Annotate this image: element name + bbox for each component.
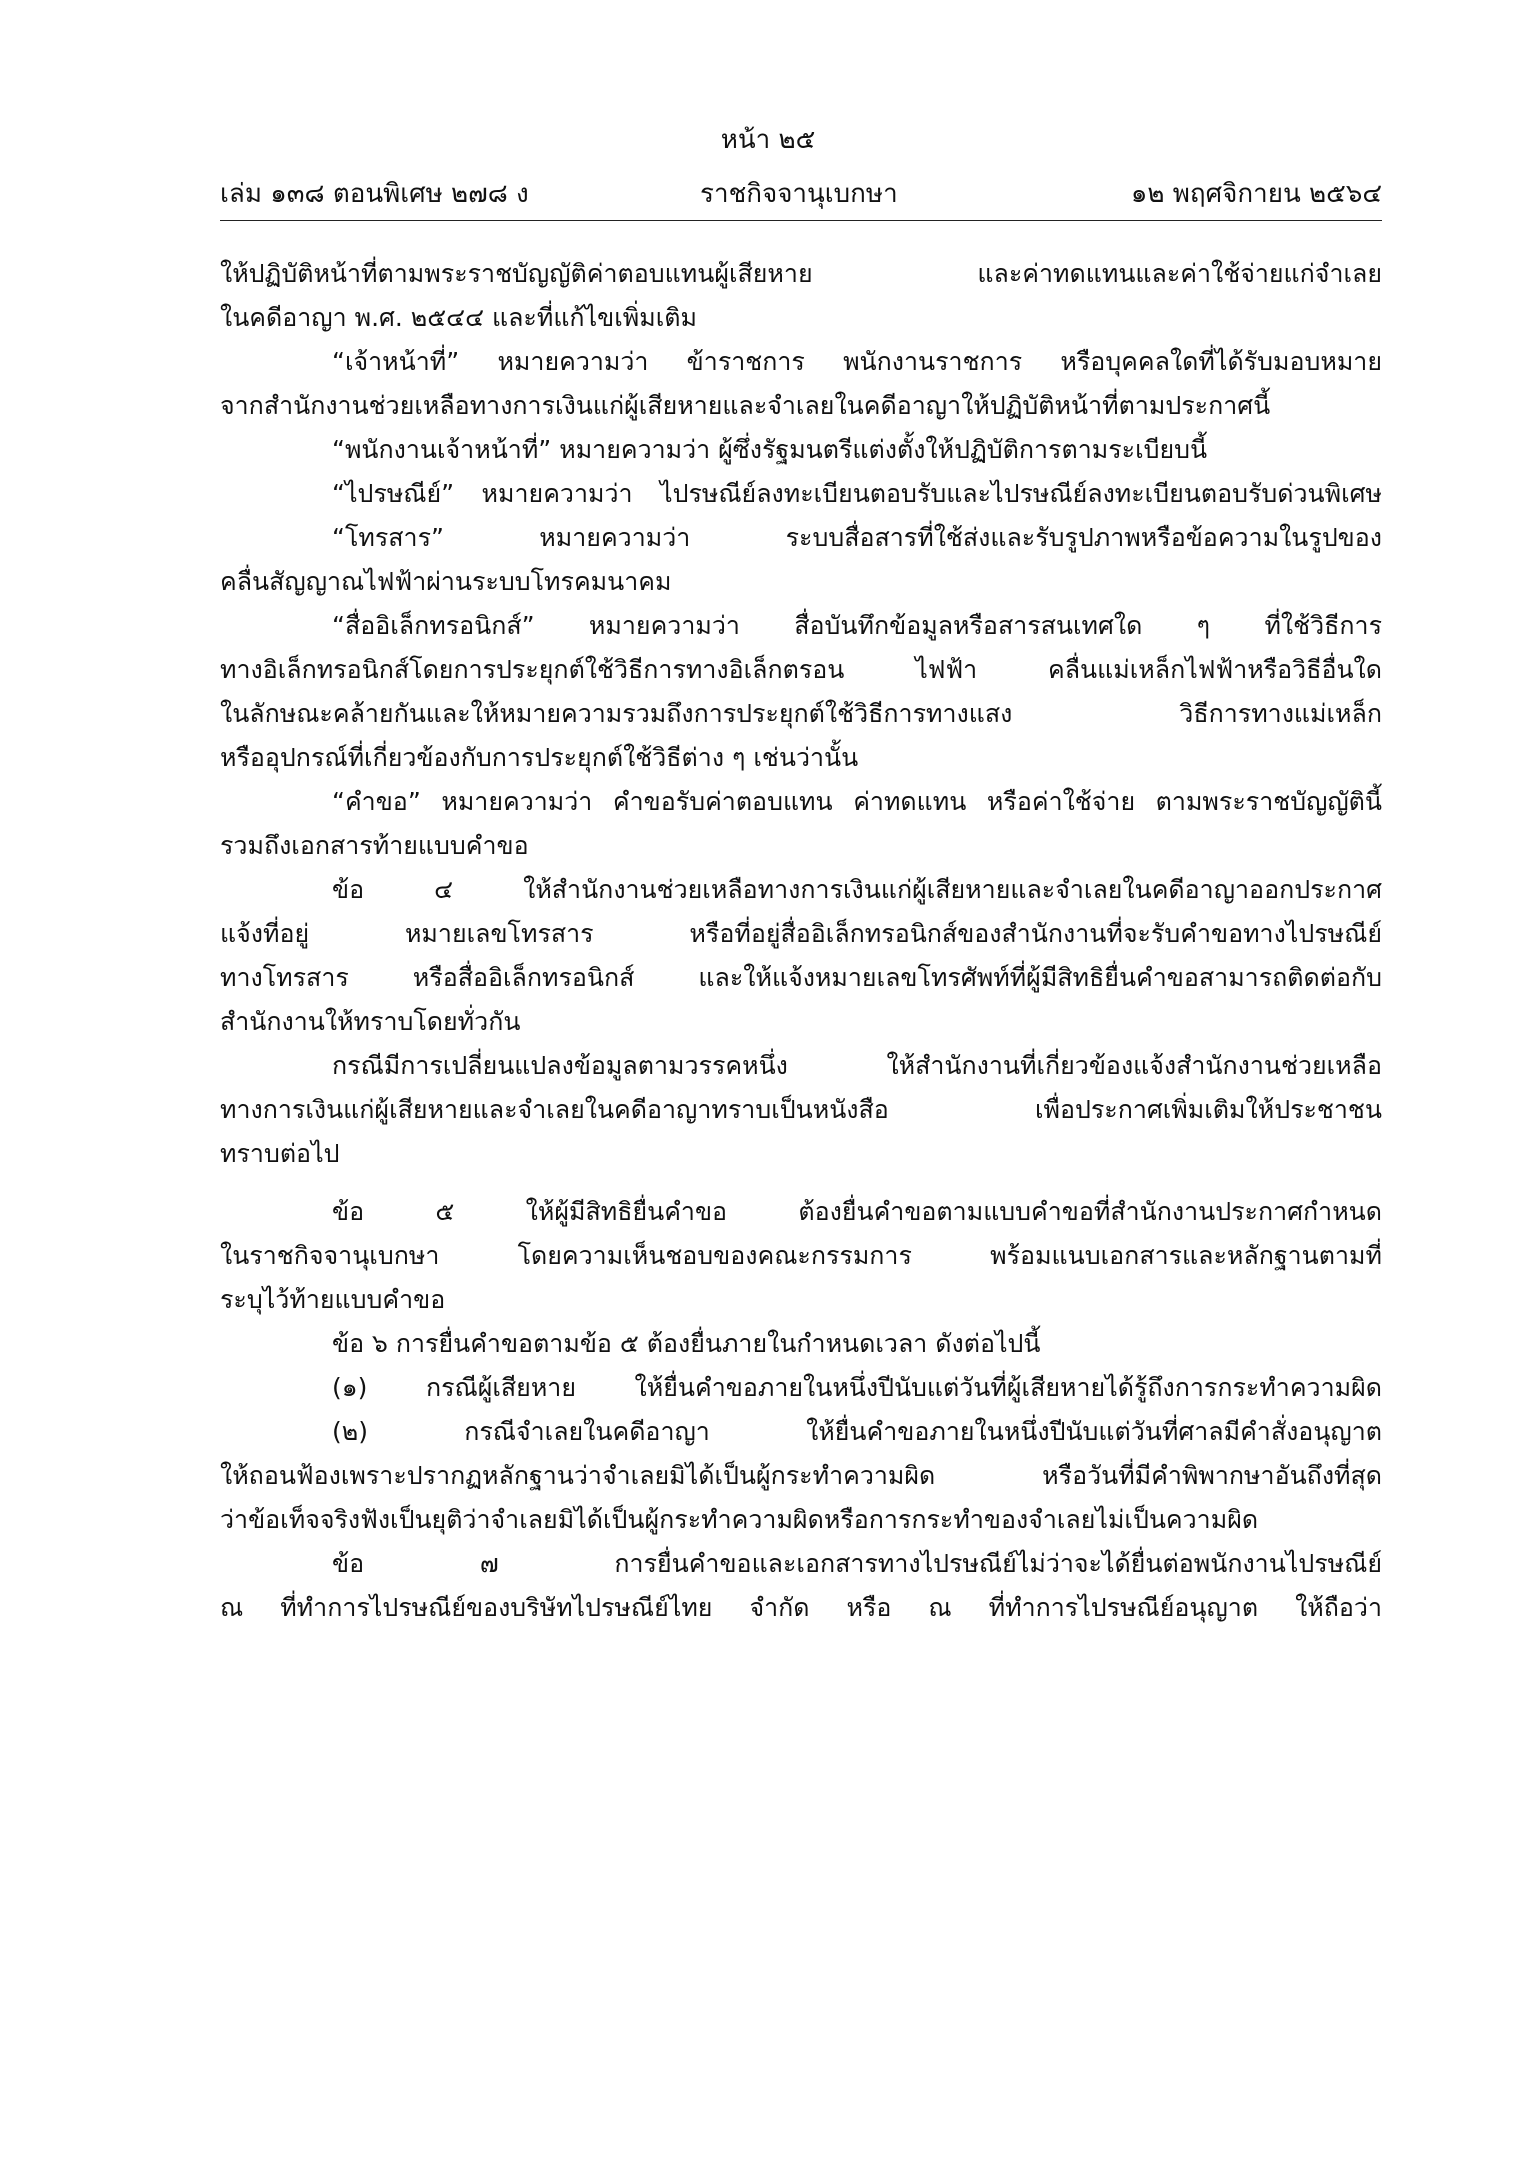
- definition-officer: “เจ้าหน้าที่” หมายความว่า ข้าราชการ พนักงานราชการ หรือบุคคลใดที่ได้รับมอบหมาย: [332, 347, 1382, 376]
- clause-6-item-1: (๑) กรณีผู้เสียหาย ให้ยื่นคำขอภายในหนึ่งปีนับแต่วันที่ผู้เสียหายได้รู้ถึงการกระทำความผิด: [332, 1373, 1382, 1402]
- text-line: ทราบต่อไป: [220, 1139, 340, 1168]
- text-line: ให้ปฏิบัติหน้าที่ตามพระราชบัญญัติค่าตอบแทนผู้เสียหาย และค่าทดแทนและค่าใช้จ่ายแก่จำเลย: [220, 259, 1382, 288]
- text-line: ว่าข้อเท็จจริงฟังเป็นยุติว่าจำเลยมิได้เป็นผู้กระทำความผิดหรือการกระทำของจำเลยไม่เป็นความผิด: [220, 1505, 1259, 1534]
- text-line: สำนักงานให้ทราบโดยทั่วกัน: [220, 1007, 521, 1036]
- text-line: จากสำนักงานช่วยเหลือทางการเงินแก่ผู้เสียหายและจำเลยในคดีอาญาให้ปฏิบัติหน้าที่ตามประกาศนี้: [220, 391, 1271, 420]
- text-line: ทางการเงินแก่ผู้เสียหายและจำเลยในคดีอาญาทราบเป็นหนังสือ เพื่อประกาศเพิ่มเติมให้ประชาชน: [220, 1095, 1382, 1124]
- definition-electronic-media: “สื่ออิเล็กทรอนิกส์” หมายความว่า สื่อบันทึกข้อมูลหรือสารสนเทศใด ๆ ที่ใช้วิธีการ: [332, 611, 1382, 640]
- text-line: ทางอิเล็กทรอนิกส์โดยการประยุกต์ใช้วิธีการทางอิเล็กตรอน ไฟฟ้า คลื่นแม่เหล็กไฟฟ้าหรือวิธีอื่นใด: [220, 655, 1382, 684]
- text-line: ทางโทรสาร หรือสื่ออิเล็กทรอนิกส์ และให้แจ้งหมายเลขโทรศัพท์ที่ผู้มีสิทธิยื่นคำขอสามารถติดต่อกับ: [220, 963, 1382, 992]
- text-line: ระบุไว้ท้ายแบบคำขอ: [220, 1285, 446, 1314]
- text-line: ในราชกิจจานุเบกษา โดยความเห็นชอบของคณะกรรมการ พร้อมแนบเอกสารและหลักฐานตามที่: [220, 1241, 1382, 1270]
- definition-fax: “โทรสาร” หมายความว่า ระบบสื่อสารที่ใช้ส่งและรับรูปภาพหรือข้อความในรูปของ: [332, 523, 1382, 552]
- clause-7: ข้อ ๗ การยื่นคำขอและเอกสารทางไปรษณีย์ไม่ว่าจะได้ยื่นต่อพนักงานไปรษณีย์: [332, 1549, 1382, 1578]
- text-line: ณ ที่ทำการไปรษณีย์ของบริษัทไปรษณีย์ไทย จำกัด หรือ ณ ที่ทำการไปรษณีย์อนุญาต ให้ถือว่า: [220, 1593, 1382, 1622]
- gazette-header: [220, 174, 1382, 214]
- text-line: รวมถึงเอกสารท้ายแบบคำขอ: [220, 831, 529, 860]
- text-line: ให้ถอนฟ้องเพราะปรากฏหลักฐานว่าจำเลยมิได้เป็นผู้กระทำความผิด หรือวันที่มีคำพิพากษาอันถึงที่สุด: [220, 1461, 1382, 1490]
- clause-4: ข้อ ๔ ให้สำนักงานช่วยเหลือทางการเงินแก่ผู้เสียหายและจำเลยในคดีอาญาออกประกาศ: [332, 875, 1382, 904]
- definition-competent-official: “พนักงานเจ้าหน้าที่” หมายความว่า ผู้ซึ่งรัฐมนตรีแต่งตั้งให้ปฏิบัติการตามระเบียบนี้: [332, 435, 1208, 464]
- text-line: ในคดีอาญา พ.ศ. ๒๕๔๔ และที่แก้ไขเพิ่มเติม: [220, 303, 697, 332]
- page-number: หน้า ๒๕: [720, 125, 816, 155]
- header-rule: [220, 220, 1382, 221]
- clause-4-paragraph-2: กรณีมีการเปลี่ยนแปลงข้อมูลตามวรรคหนึ่ง ให้สำนักงานที่เกี่ยวข้องแจ้งสำนักงานช่วยเหลือ: [332, 1051, 1382, 1080]
- text-line: คลื่นสัญญาณไฟฟ้าผ่านระบบโทรคมนาคม: [220, 567, 672, 596]
- document-body: [220, 252, 1382, 1630]
- definition-request: “คำขอ” หมายความว่า คำขอรับค่าตอบแทน ค่าทดแทน หรือค่าใช้จ่าย ตามพระราชบัญญัตินี้: [332, 787, 1382, 816]
- clause-6-item-2: (๒) กรณีจำเลยในคดีอาญา ให้ยื่นคำขอภายในหนึ่งปีนับแต่วันที่ศาลมีคำสั่งอนุญาต: [332, 1417, 1382, 1446]
- text-line: ในลักษณะคล้ายกันและให้หมายความรวมถึงการประยุกต์ใช้วิธีการทางแสง วิธีการทางแม่เหล็ก: [220, 699, 1382, 728]
- publication-title: ราชกิจจานุเบกษา: [700, 179, 898, 209]
- volume-issue: เล่ม ๑๓๘ ตอนพิเศษ ๒๗๘ ง: [220, 179, 529, 209]
- text-line: หรืออุปกรณ์ที่เกี่ยวข้องกับการประยุกต์ใช้วิธีต่าง ๆ เช่นว่านั้น: [220, 743, 859, 772]
- publication-date: ๑๒ พฤศจิกายน ๒๕๖๔: [1130, 179, 1382, 209]
- text-line: แจ้งที่อยู่ หมายเลขโทรสาร หรือที่อยู่สื่ออิเล็กทรอนิกส์ของสำนักงานที่จะรับคำขอทางไปรษณีย์: [220, 919, 1382, 948]
- clause-6: ข้อ ๖ การยื่นคำขอตามข้อ ๕ ต้องยื่นภายในกำหนดเวลา ดังต่อไปนี้: [332, 1329, 1041, 1358]
- definition-post: “ไปรษณีย์” หมายความว่า ไปรษณีย์ลงทะเบียนตอบรับและไปรษณีย์ลงทะเบียนตอบรับด่วนพิเศษ: [332, 479, 1382, 508]
- clause-5: ข้อ ๕ ให้ผู้มีสิทธิยื่นคำขอ ต้องยื่นคำขอตามแบบคำขอที่สำนักงานประกาศกำหนด: [332, 1197, 1382, 1226]
